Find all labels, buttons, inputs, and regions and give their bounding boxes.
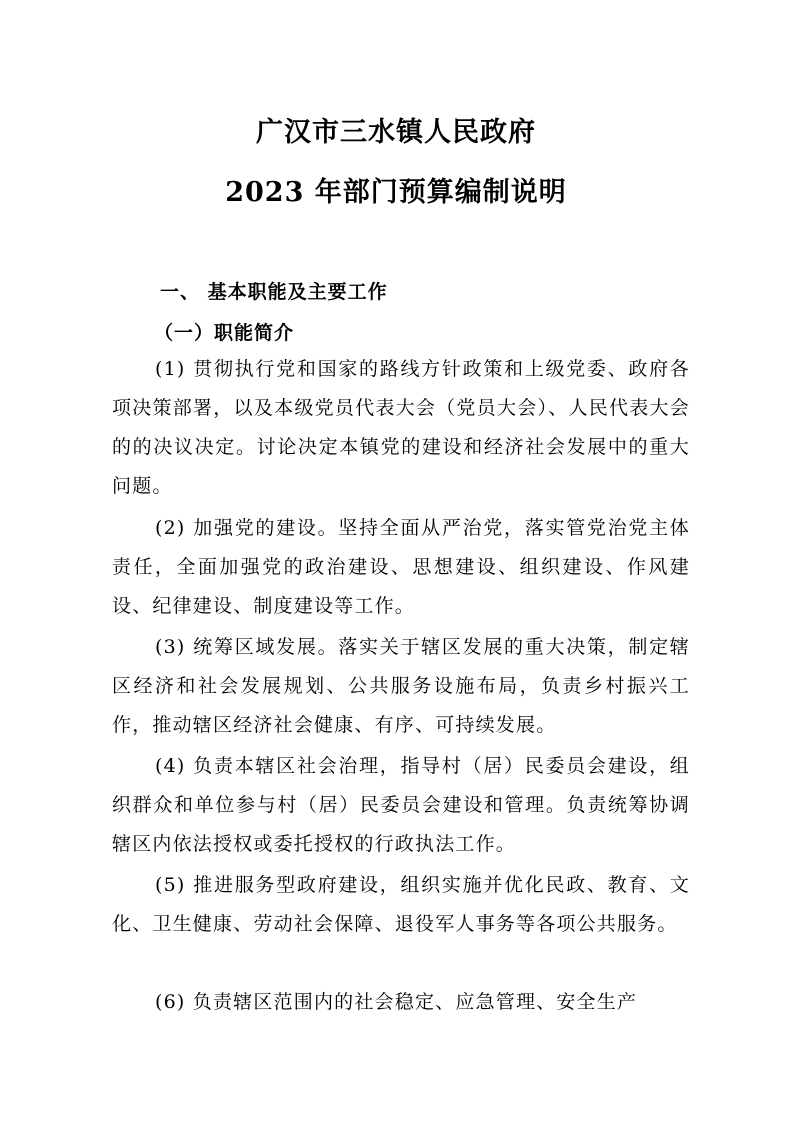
paragraph-function-5: (5) 推进服务型政府建设，组织实施并优化民政、教育、文化、卫生健康、劳动社会保障、退役军人事务等各项公共服务。: [112, 874, 690, 935]
subsection-heading-function-intro: （一）职能简介: [154, 322, 295, 344]
document-title-line-1: 广汉市三水镇人民政府: [256, 117, 536, 148]
paragraph-function-6: (6) 负责辖区范围内的社会稳定、应急管理、安全生产: [155, 991, 638, 1013]
paragraph-function-4: (4) 负责本辖区社会治理，指导村（居）民委员会建设，组织群众和单位参与村（居）民委员会建设和管理。负责统筹协调辖区内依法授权或委托授权的行政执法工作。: [112, 755, 690, 855]
paragraph-function-2: (2) 加强党的建设。坚持全面从严治党，落实管党治党主体责任，全面加强党的政治建设、思想建设、组织建设、作风建设、纪律建设、制度建设等工作。: [112, 517, 690, 617]
paragraph-function-1: (1) 贯彻执行党和国家的路线方针政策和上级党委、政府各项决策部署，以及本级党员代表大会（党员大会）、人民代表大会的的决议决定。讨论决定本镇党的建设和经济社会发展中的重大问题。: [112, 358, 690, 497]
document-title-line-2: 2023 年部门预算编制说明: [225, 177, 567, 208]
section-heading-basic-functions: 一、 基本职能及主要工作: [160, 281, 388, 303]
paragraph-function-3: (3) 统筹区域发展。落实关于辖区发展的重大决策，制定辖区经济和社会发展规划、公共服务设施布局，负责乡村振兴工作，推动辖区经济社会健康、有序、可持续发展。: [112, 636, 690, 736]
